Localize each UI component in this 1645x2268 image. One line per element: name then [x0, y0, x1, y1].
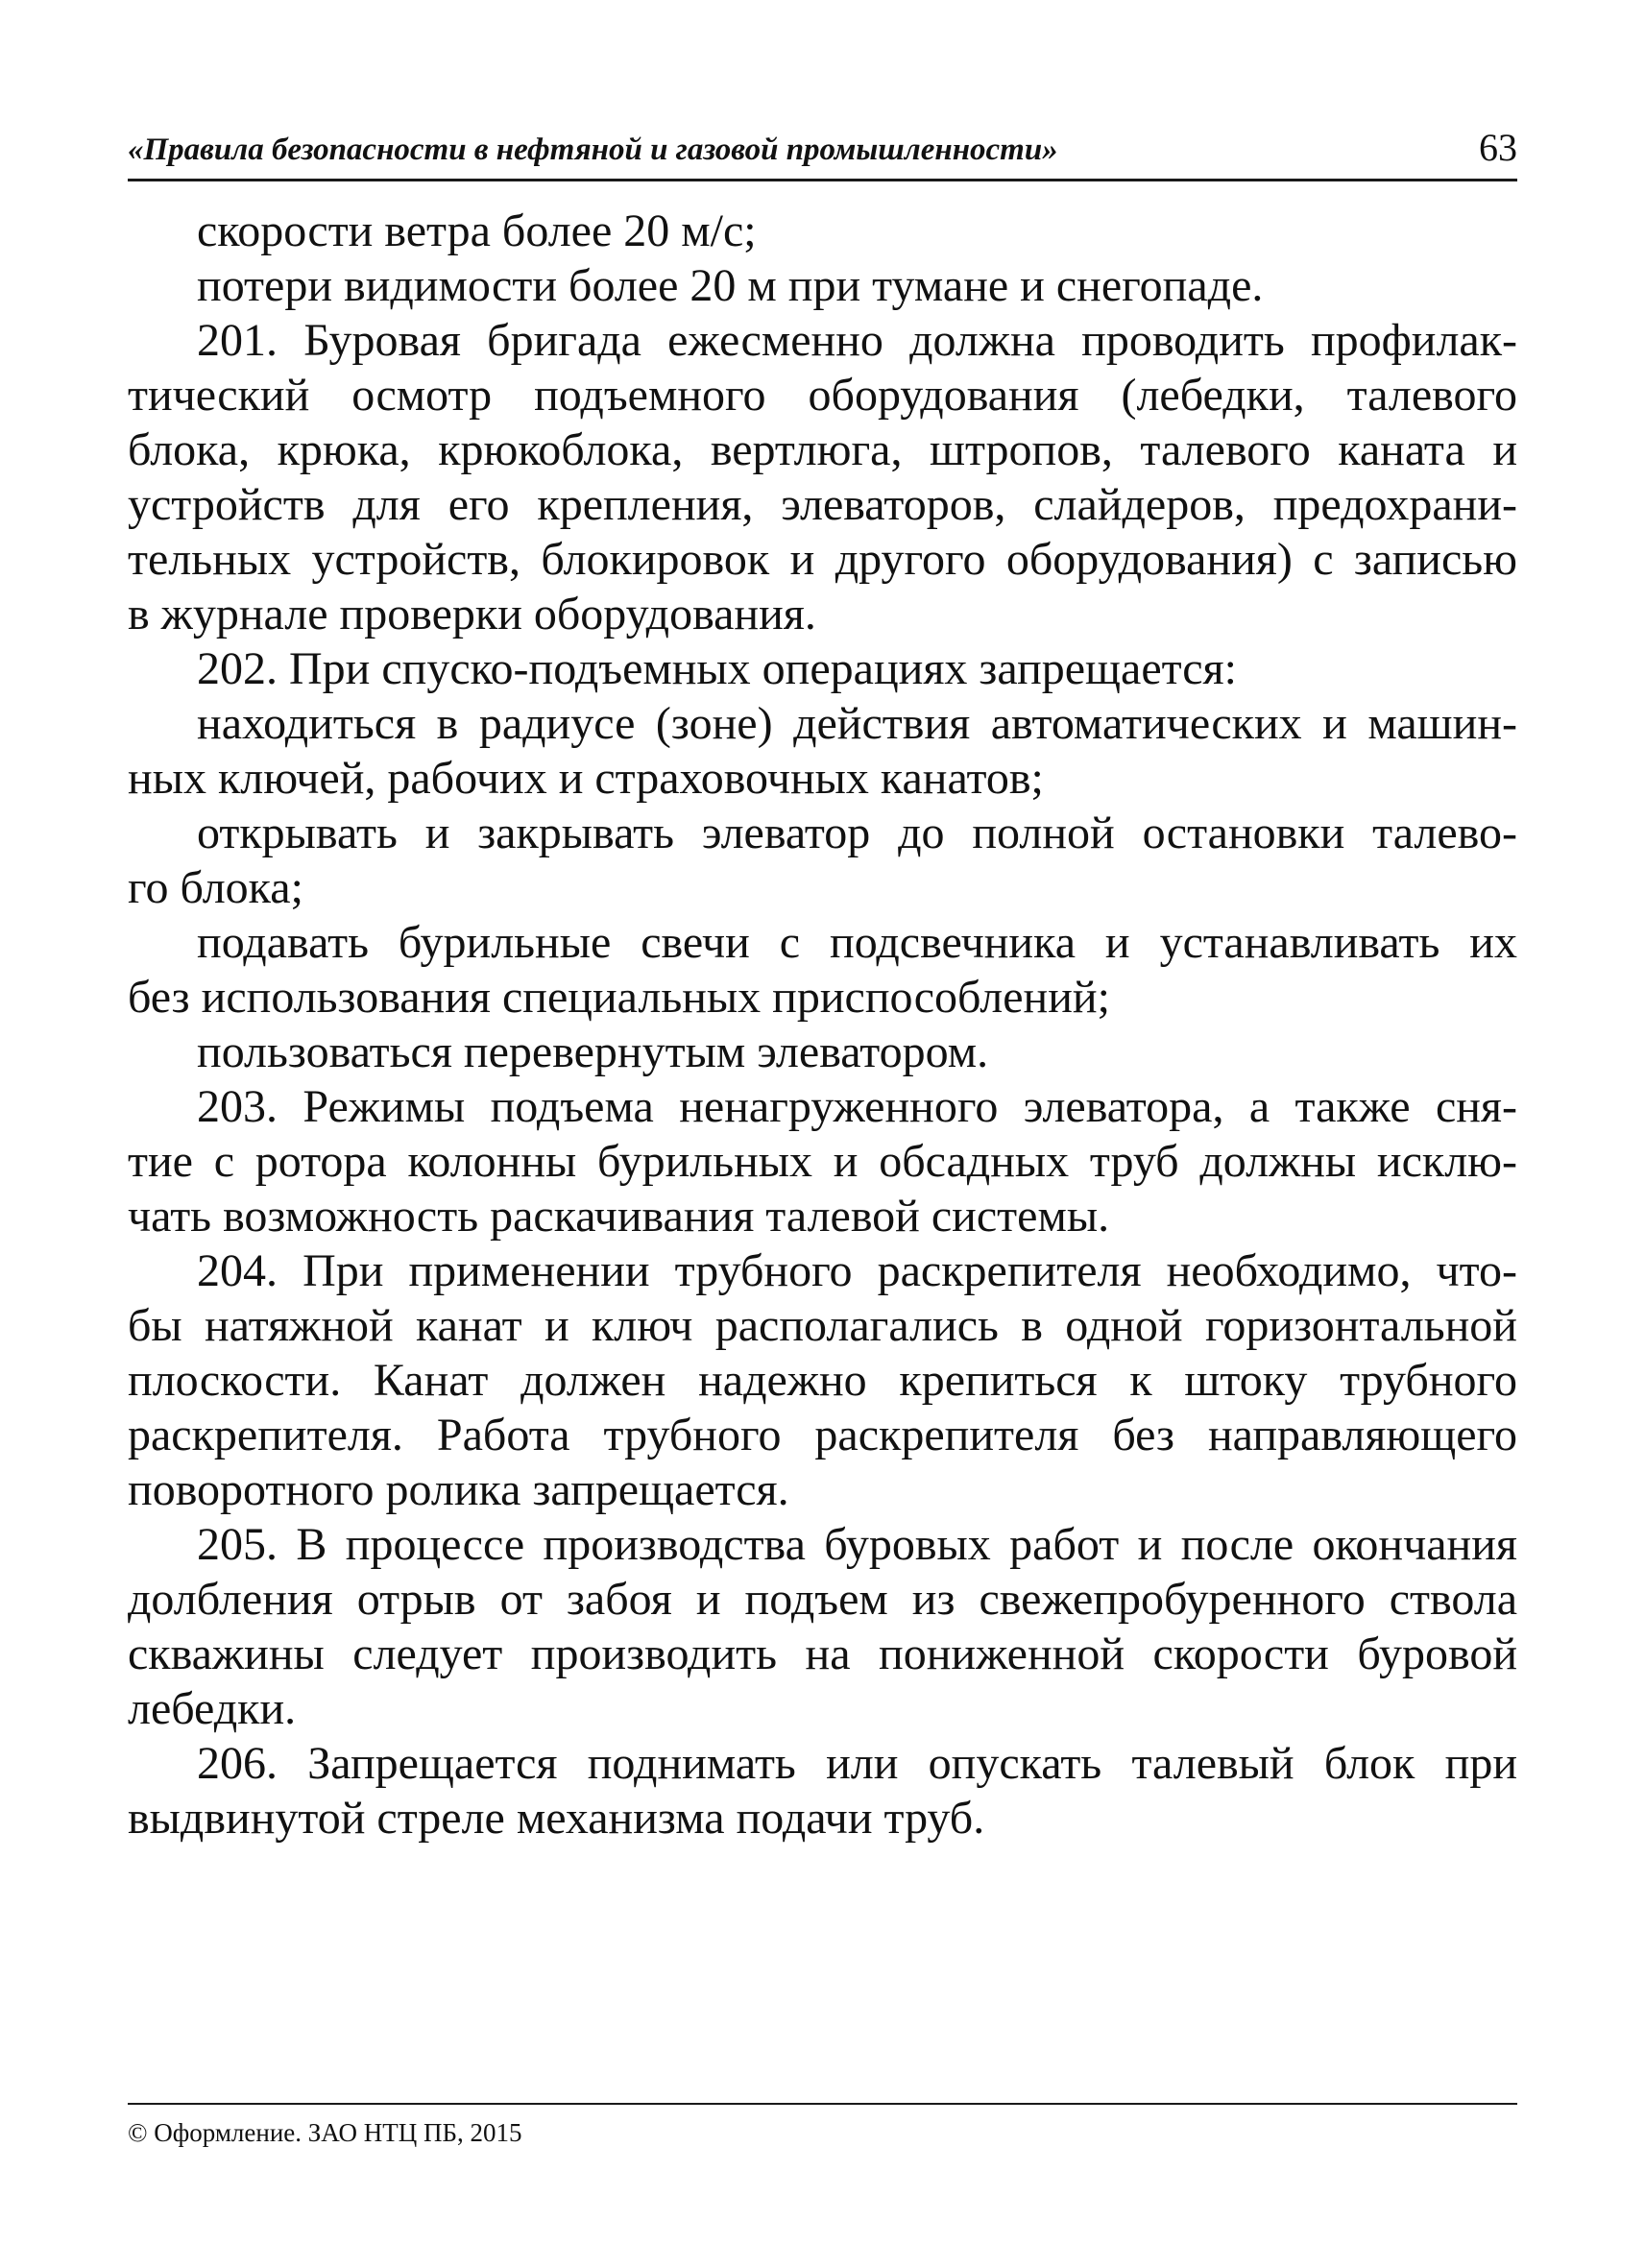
text-line: плоскости. Канат должен надежно крепиться к штоку трубного — [128, 1355, 1517, 1406]
text-line: 201. Буровая бригада ежесменно должна проводить профилак- — [197, 315, 1517, 366]
text-line: потери видимости более 20 м при тумане и снегопаде. — [197, 260, 1264, 311]
text-line: открывать и закрывать элеватор до полной остановки талево- — [197, 808, 1517, 858]
footer-rule — [128, 2103, 1517, 2105]
text-line: скважины следует производить на пониженной скорости буровой — [128, 1629, 1517, 1679]
text-line: тический осмотр подъемного оборудования (лебедки, талевого — [128, 370, 1517, 421]
text-line: блока, крюка, крюкоблока, вертлюга, штропов, талевого каната и — [128, 424, 1517, 475]
text-line: находиться в радиусе (зоне) действия автоматических и машин- — [197, 698, 1517, 749]
body-text — [128, 204, 1517, 1846]
text-line: пользоваться перевернутым элеватором. — [197, 1026, 989, 1077]
text-line: устройств для его крепления, элеваторов, слайдеров, предохрани- — [128, 479, 1517, 530]
text-line: раскрепителя. Работа трубного раскрепителя без направляющего — [128, 1410, 1517, 1460]
page-number: 63 — [1479, 126, 1517, 169]
text-line: 205. В процессе производства буровых работ и после окончания — [197, 1519, 1517, 1570]
running-header — [128, 126, 1517, 181]
text-line: долбления отрыв от забоя и подъем из свежепробуренного ствола — [128, 1574, 1517, 1625]
text-line: без использования специальных приспособлений; — [128, 972, 1110, 1023]
text-line: бы натяжной канат и ключ располагались в одной горизонтальной — [128, 1300, 1517, 1351]
text-line: тельных устройств, блокировок и другого оборудования) с записью — [128, 534, 1517, 585]
text-line: го блока; — [128, 862, 303, 913]
text-line: поворотного ролика запрещается. — [128, 1464, 789, 1515]
text-line: ных ключей, рабочих и страховочных канатов; — [128, 753, 1044, 804]
text-line: лебедки. — [128, 1683, 297, 1734]
footer-copyright: © Оформление. ЗАО НТЦ ПБ, 2015 — [128, 2118, 522, 2147]
text-line: 203. Режимы подъема ненагруженного элеватора, а также сня- — [197, 1081, 1517, 1132]
text-line: подавать бурильные свечи с подсвечника и устанавливать их — [197, 917, 1517, 968]
text-line: 202. При спуско-подъемных операциях запрещается: — [197, 643, 1237, 694]
text-line: 206. Запрещается поднимать или опускать талевый блок при — [197, 1738, 1517, 1789]
text-line: выдвинутой стреле механизма подачи труб. — [128, 1793, 985, 1844]
header-title: «Правила безопасности в нефтяной и газовой промышленности» — [128, 133, 1058, 167]
text-line: 204. При применении трубного раскрепителя необходимо, что- — [197, 1245, 1517, 1296]
text-line: в журнале проверки оборудования. — [128, 589, 816, 639]
text-line: тие с ротора колонны бурильных и обсадных труб должны исклю- — [128, 1136, 1517, 1187]
text-line: скорости ветра более 20 м/с; — [197, 205, 757, 256]
text-line: чать возможность раскачивания талевой системы. — [128, 1191, 1110, 1242]
